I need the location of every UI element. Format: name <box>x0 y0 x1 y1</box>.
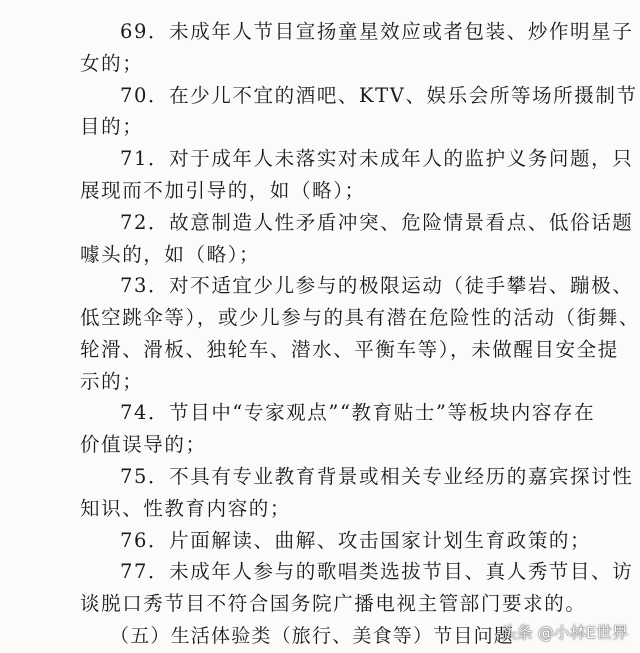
text-line: 谈脱口秀节目不符合国务院广播电视主管部门要求的。 <box>80 592 587 616</box>
text-line: 74．节目中“专家观点”“教育贴士”等板块内容存在 <box>120 401 596 425</box>
text-line: 女的； <box>80 51 144 75</box>
text-line: 示的； <box>80 369 144 393</box>
text-line: 低空跳伞等），或少儿参与的具有潜在危险性的活动（街舞、 <box>80 306 640 330</box>
text-line: 75．不具有专业教育背景或相关专业经历的嘉宾探讨性 <box>120 465 634 489</box>
text-line: 展现而不加引导的，如（略）； <box>80 178 366 202</box>
text-line: 价值误导的； <box>80 433 207 457</box>
text-line: 77．未成年人参与的歌唱类选拔节目、真人秀节目、访 <box>120 560 634 584</box>
text-line: 70．在少儿不宜的酒吧、KTV、娱乐会所等场所摄制节 <box>120 83 638 107</box>
text-line: 知识、性教育内容的； <box>80 496 292 520</box>
text-line: 76．片面解读、曲解、攻击国家计划生育政策的； <box>120 528 592 552</box>
text-line: 72．故意制造人性矛盾冲突、危险情景看点、低俗话题 <box>120 210 634 234</box>
section-heading: （五）生活体验类（旅行、美食等）节目问题 <box>110 625 515 647</box>
text-line: 目的； <box>80 115 144 139</box>
watermark-text: 头条 @小林E世界 <box>500 623 628 642</box>
text-line: 轮滑、滑板、独轮车、潜水、平衡车等），未做醒目安全提 <box>80 337 619 361</box>
text-line: 73．对不适宜少儿参与的极限运动（徒手攀岩、蹦极、 <box>120 274 634 298</box>
text-line: 69．未成年人节目宣扬童星效应或者包装、炒作明星子 <box>120 20 634 43</box>
watermark <box>501 620 628 643</box>
text-line: 噱头的，如（略）； <box>80 242 261 266</box>
text-line: 71．对于成年人未落实对未成年人的监护义务问题，只 <box>120 147 634 171</box>
